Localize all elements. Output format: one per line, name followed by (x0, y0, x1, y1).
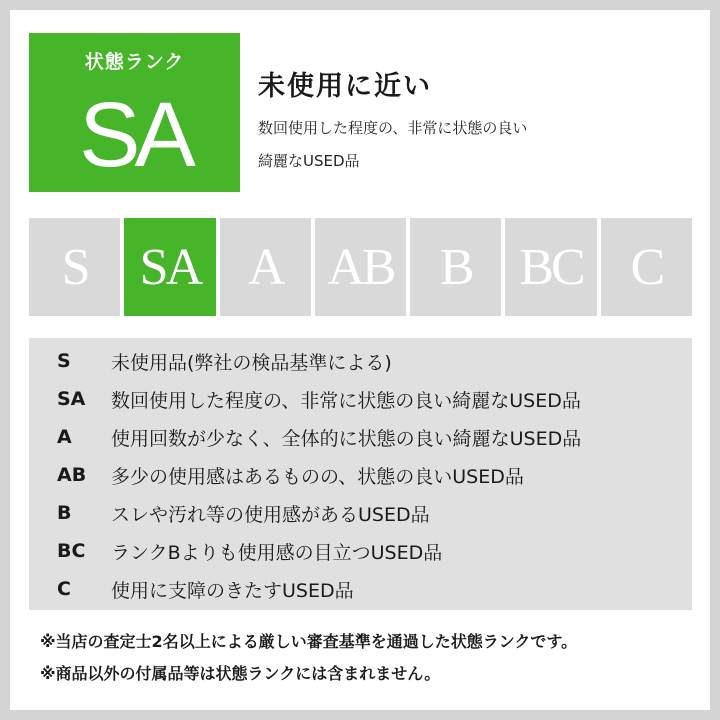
rank-tiles (29, 218, 692, 316)
legend-row-sa (29, 380, 692, 418)
legend-code: A (57, 426, 72, 448)
rank-tile-a: A (220, 218, 311, 316)
badge-caption: 状態ランク (84, 51, 185, 73)
legend-desc: 使用回数が少なく、全体的に状態の良い綺麗なUSED品 (111, 427, 582, 450)
rank-tile-c: C (601, 218, 692, 316)
legend-desc: 数回使用した程度の、非常に状態の良い綺麗なUSED品 (111, 389, 581, 412)
footnote-1: ※当店の査定士2名以上による厳しい審査基準を通過した状態ランクです。 (40, 632, 578, 651)
rank-tile-b: B (410, 218, 501, 316)
rank-tile-sa: SA (124, 218, 215, 316)
legend-row-s (29, 342, 692, 380)
subtitle-line-1: 数回使用した程度の、非常に状態の良い (258, 119, 528, 137)
subtitle-line-2: 綺麗なUSED品 (258, 152, 360, 170)
legend-desc: スレや汚れ等の使用感があるUSED品 (111, 503, 430, 526)
legend-row-bc (29, 532, 692, 570)
condition-headline: 未使用に近い (258, 71, 432, 102)
legend-desc: 使用に支障のきたすUSED品 (111, 579, 354, 602)
legend-desc: 多少の使用感はあるものの、状態の良いUSED品 (111, 465, 524, 488)
rank-badge (29, 33, 240, 192)
legend-row-ab (29, 456, 692, 494)
legend-desc: ランクBよりも使用感の目立つUSED品 (111, 541, 443, 564)
footnote-2: ※商品以外の付属品等は状態ランクには含まれません。 (40, 664, 441, 683)
legend-code: C (57, 578, 71, 600)
condition-subtitle (258, 112, 618, 178)
legend-row-b (29, 494, 692, 532)
legend-code: AB (57, 464, 87, 486)
legend-code: BC (57, 540, 86, 562)
rank-legend (29, 338, 692, 610)
rank-tile-ab: AB (315, 218, 406, 316)
legend-code: B (57, 502, 72, 524)
legend-row-a (29, 418, 692, 456)
rank-tile-bc: BC (505, 218, 596, 316)
badge-rank: SA (79, 84, 190, 186)
legend-row-c (29, 570, 692, 608)
footnotes (40, 626, 700, 690)
rank-tile-s: S (29, 218, 120, 316)
legend-code: S (57, 350, 71, 372)
legend-code: SA (57, 388, 86, 410)
legend-desc: 未使用品(弊社の検品基準による) (111, 351, 392, 374)
